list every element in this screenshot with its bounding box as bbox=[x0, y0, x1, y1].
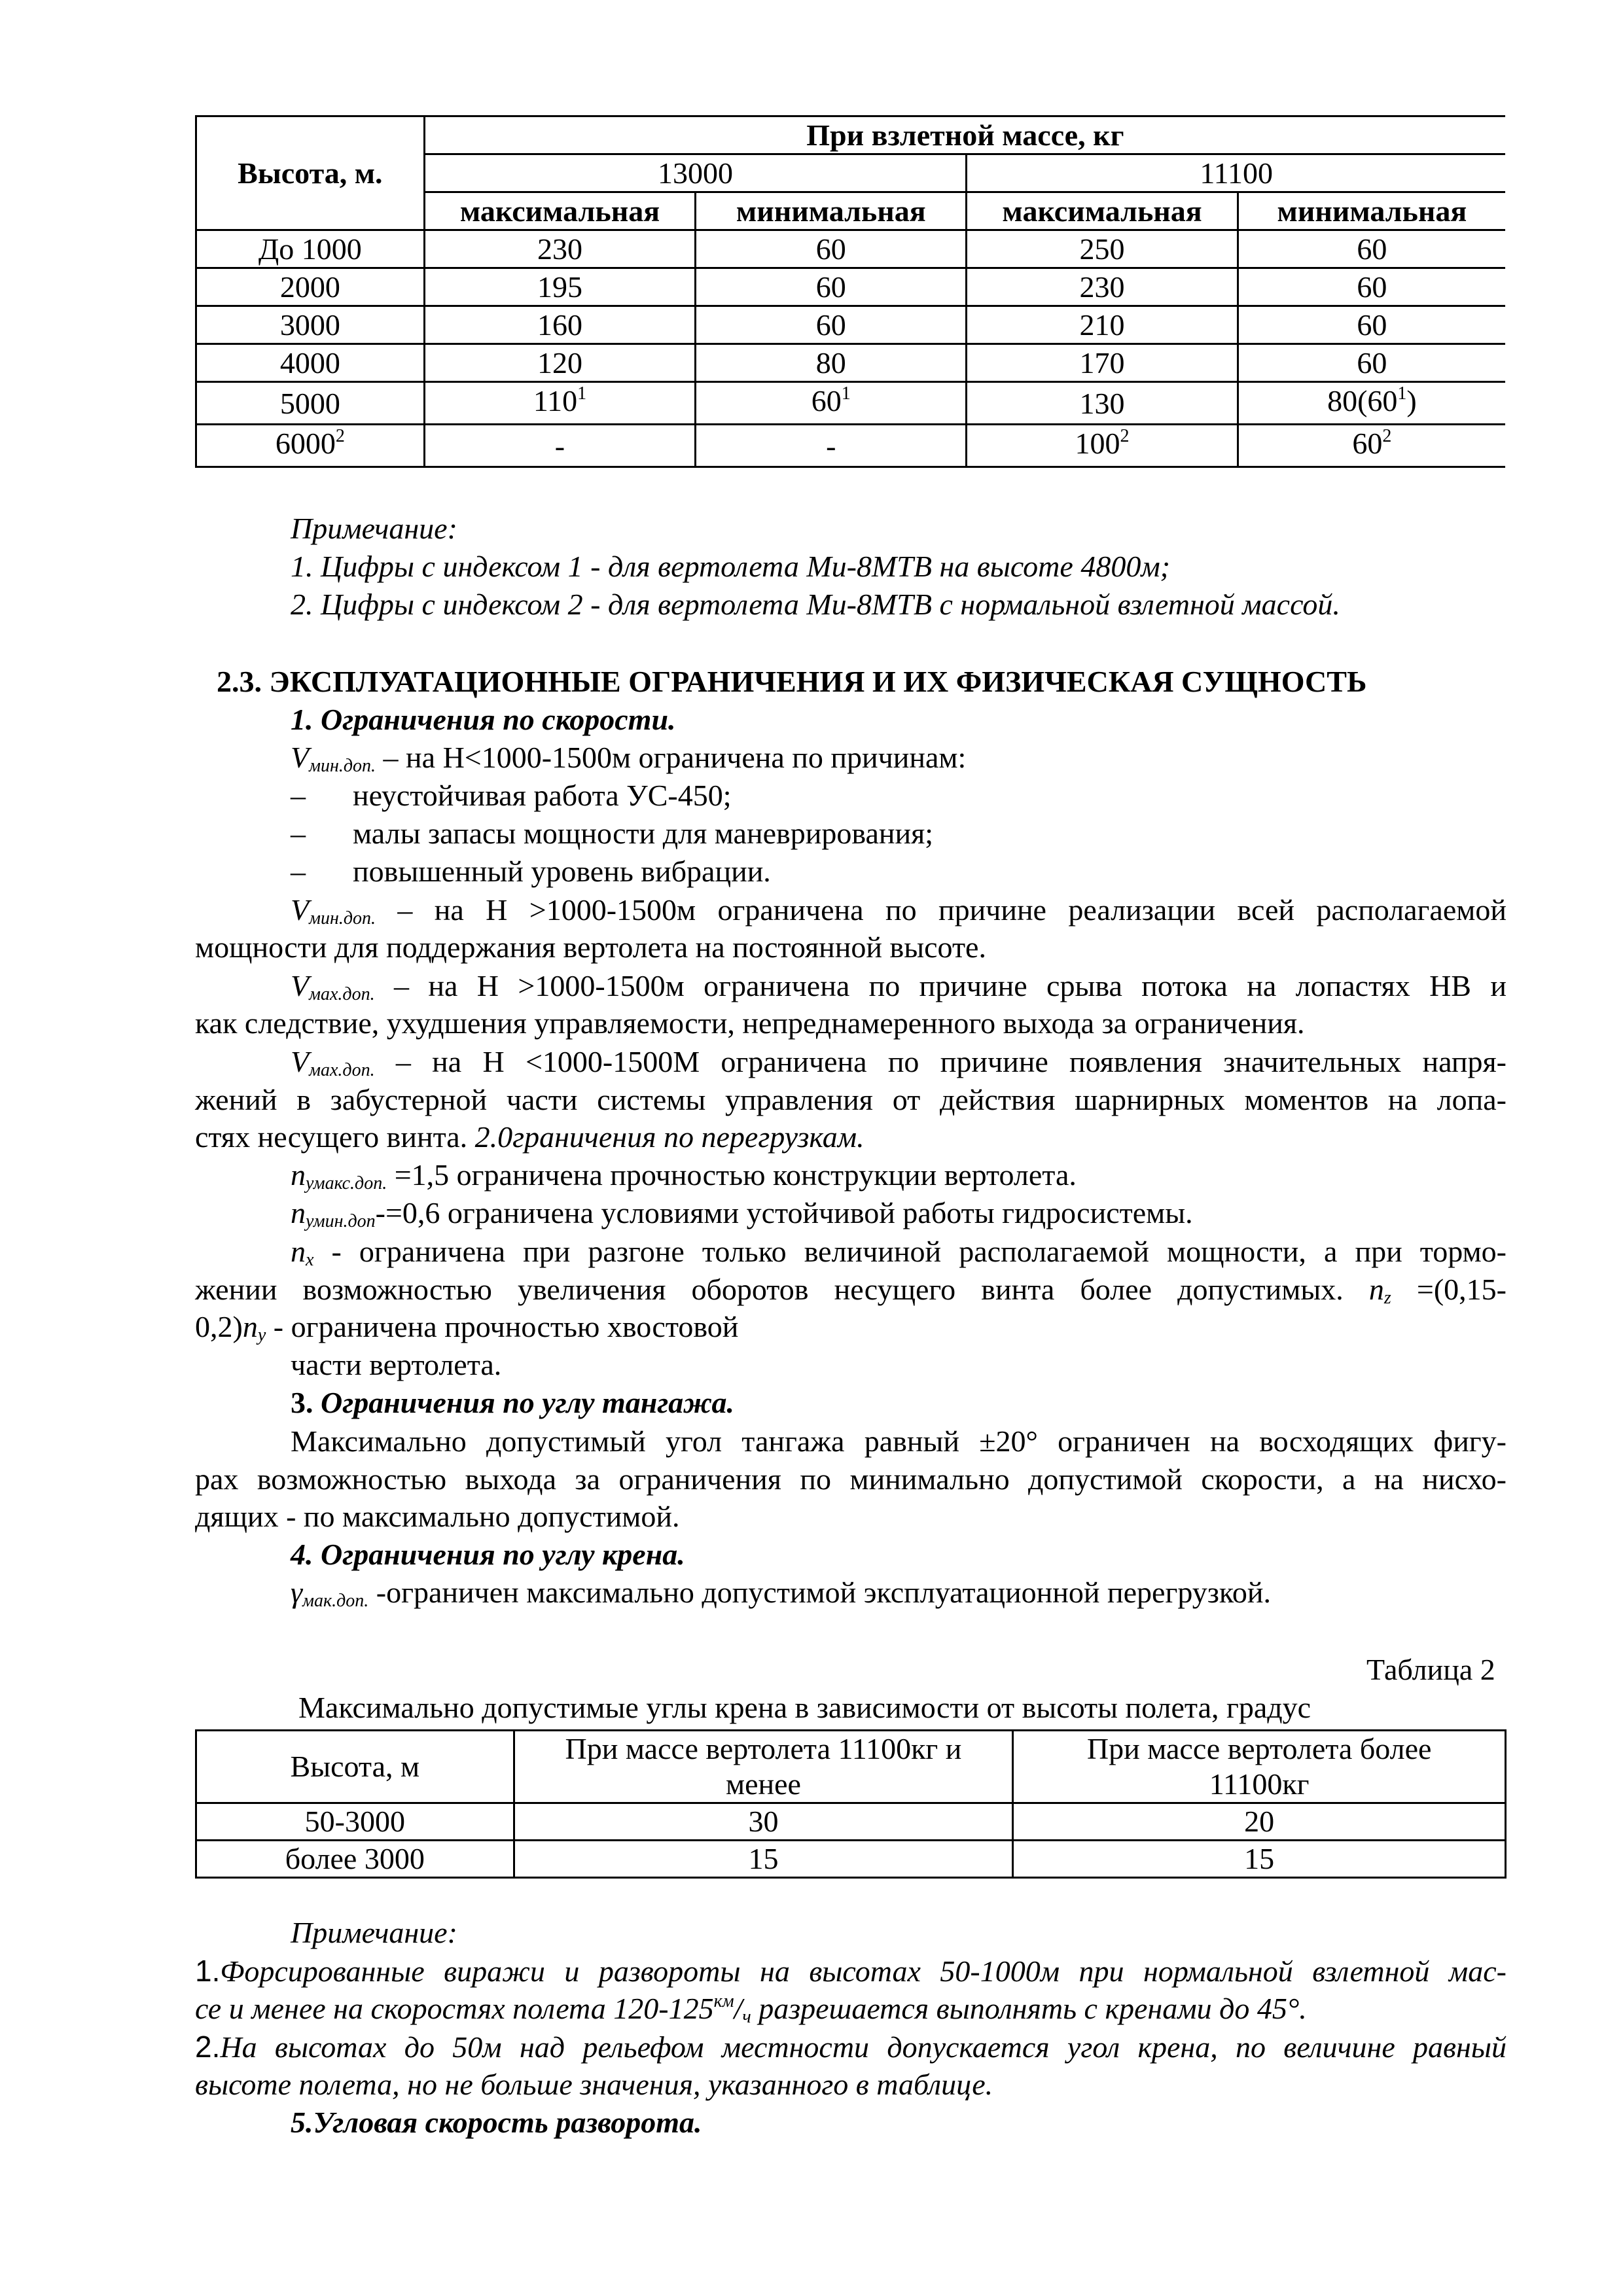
note-line: се и менее на скоростях полета $120-125^{км}/ч$ разрешается выполнять с кренами до 45°. bbox=[195, 1991, 1307, 2027]
note-line: 1.Форсированные виражи и развороты на высотах 50-1000м при нормальной взлетной мас- bbox=[195, 1954, 1507, 1988]
paragraph: стях несущего винта. 2.0граничения по перегрузкам. bbox=[195, 1120, 865, 1154]
col-header-11100: 11100 bbox=[967, 154, 1505, 192]
table-row bbox=[196, 382, 1506, 425]
col-header-mass-a: При массе вертолета 11100кг и менее bbox=[514, 1731, 1013, 1803]
cell-value: $60^2$ bbox=[1238, 425, 1505, 467]
heading-roll-limits: 4. Ограничения по углу крена. bbox=[291, 1538, 685, 1571]
paragraph: nx - ограничена при разгоне только величиной располагаемой мощности, а при тормо- bbox=[291, 1235, 1507, 1270]
note-title: Примечание: bbox=[291, 1916, 457, 1949]
note-line: высоте полета, но не больше значения, указанного в таблице. bbox=[195, 2068, 993, 2101]
list-item: – малы запасы мощности для маневрирования; bbox=[291, 817, 934, 850]
cell-value: 210 bbox=[967, 306, 1238, 344]
cell-value: 60 bbox=[1238, 230, 1505, 268]
cell-value: 195 bbox=[424, 268, 695, 306]
cell-value: $110^1$ bbox=[424, 382, 695, 425]
col-header-max: максимальная bbox=[424, 192, 695, 230]
heading-speed-limits: 1. Ограничения по скорости. bbox=[291, 703, 676, 736]
cell-value: 30 bbox=[514, 1803, 1013, 1841]
paragraph: дящих - по максимально допустимой. bbox=[195, 1500, 680, 1533]
cell-value: 60 bbox=[1238, 344, 1505, 382]
note-line: 1. Цифры с индексом 1 - для вертолета Ми-8МТВ на высоте 4800м; bbox=[291, 550, 1170, 583]
cell-value: 170 bbox=[967, 344, 1238, 382]
table-row bbox=[196, 425, 1506, 467]
cell-height: 4000 bbox=[196, 344, 425, 382]
col-header-mass-b: При массе вертолета более 11100кг bbox=[1013, 1731, 1506, 1803]
cell-value: 60 bbox=[1238, 268, 1505, 306]
col-header-13000: 13000 bbox=[424, 154, 967, 192]
note-line: 2.На высотах до 50м над рельефом местности допускается угол крена, по величине равный bbox=[195, 2030, 1507, 2064]
col-header-min: минимальная bbox=[1238, 192, 1505, 230]
cell-value: 60 bbox=[1238, 306, 1505, 344]
col-header-min: минимальная bbox=[696, 192, 967, 230]
paragraph: мощности для поддержания вертолета на постоянной высоте. bbox=[195, 930, 986, 964]
cell-value: 15 bbox=[514, 1841, 1013, 1878]
note-title: Примечание: bbox=[291, 512, 457, 545]
paragraph: nумакс.доп. =1,5 ограничена прочностью конструкции вертолета. bbox=[291, 1158, 1077, 1193]
table-row bbox=[196, 230, 1506, 268]
table-speed-limits bbox=[195, 115, 1505, 468]
heading-turn-rate: 5.Угловая скорость разворота. bbox=[291, 2106, 702, 2139]
paragraph: жении возможностью увеличения оборотов несущего винта более допустимых. nz =(0,15- bbox=[195, 1273, 1507, 1308]
note-line: 2. Цифры с индексом 2 - для вертолета Ми-8МТВ с нормальной взлетной массой. bbox=[291, 588, 1340, 621]
cell-height: 6000$^2$ bbox=[196, 425, 425, 467]
table-row bbox=[196, 1803, 1506, 1841]
paragraph: 0,2)ny - ограничена прочностью хвостовой bbox=[195, 1310, 739, 1345]
table-roll-limits bbox=[195, 1729, 1507, 1879]
table-label: Таблица 2 bbox=[1366, 1653, 1495, 1686]
paragraph: части вертолета. bbox=[291, 1348, 502, 1381]
list-item: – повышенный уровень вибрации. bbox=[291, 855, 771, 888]
cell-value: - bbox=[696, 425, 967, 467]
list-item: – неустойчивая работа УС-450; bbox=[291, 779, 732, 812]
paragraph: рах возможностью выхода за ограничения по минимально допустимой скорости, а на нисхо- bbox=[195, 1462, 1507, 1496]
cell-height: 50-3000 bbox=[196, 1803, 514, 1841]
paragraph: как следствие, ухудшения управляемости, непреднамеренного выхода за ограничения. bbox=[195, 1006, 1305, 1040]
cell-value: 130 bbox=[967, 382, 1238, 425]
cell-value: 230 bbox=[967, 268, 1238, 306]
cell-value: - bbox=[424, 425, 695, 467]
cell-value: 60 bbox=[696, 306, 967, 344]
paragraph: Vмах.доп. – на Н <1000-1500М ограничена по причине появления значительных напря- bbox=[291, 1045, 1507, 1080]
paragraph: Vмин.доп. – на Н<1000-1500м ограничена по причинам: bbox=[291, 741, 967, 776]
paragraph: жений в забустерной части системы управления от действия шарнирных моментов на лопа- bbox=[195, 1083, 1507, 1116]
table-row bbox=[196, 268, 1506, 306]
cell-value: $60^1$ bbox=[696, 382, 967, 425]
cell-value: 20 bbox=[1013, 1803, 1506, 1841]
heading-pitch-limits: 3. Ограничения по углу тангажа. bbox=[291, 1386, 734, 1419]
cell-height: 2000 bbox=[196, 268, 425, 306]
cell-height: До 1000 bbox=[196, 230, 425, 268]
cell-value: 120 bbox=[424, 344, 695, 382]
col-header-mass: При взлетной массе, кг bbox=[424, 116, 1505, 154]
cell-value: 60 bbox=[696, 268, 967, 306]
cell-value: 250 bbox=[967, 230, 1238, 268]
table-row bbox=[196, 344, 1506, 382]
paragraph: nумин.доп-=0,6 ограничена условиями устойчивой работы гидросистемы. bbox=[291, 1196, 1193, 1231]
cell-height: более 3000 bbox=[196, 1841, 514, 1878]
col-header-height: Высота, м bbox=[196, 1731, 514, 1803]
cell-value: 60 bbox=[696, 230, 967, 268]
table-caption: Максимально допустимые углы крена в зависимости от высоты полета, градус bbox=[298, 1691, 1311, 1724]
paragraph: γмак.доп. -ограничен максимально допустимой эксплуатационной перегрузкой. bbox=[291, 1576, 1272, 1611]
col-header-max: максимальная bbox=[967, 192, 1238, 230]
cell-value: 230 bbox=[424, 230, 695, 268]
cell-value: 15 bbox=[1013, 1841, 1506, 1878]
col-header-height: Высота, м. bbox=[196, 116, 425, 230]
paragraph: Vмин.доп. – на Н >1000-1500м ограничена по причине реализации всей располагаемой bbox=[291, 893, 1507, 928]
cell-value: $80(60^1)$ bbox=[1238, 382, 1505, 425]
section-title: 2.3. ЭКСПЛУАТАЦИОННЫЕ ОГРАНИЧЕНИЯ И ИХ ФИЗИЧЕСКАЯ СУЩНОСТЬ bbox=[217, 665, 1367, 698]
table-row bbox=[196, 306, 1506, 344]
cell-value: 80 bbox=[696, 344, 967, 382]
table-row bbox=[196, 1841, 1506, 1878]
cell-value: $100^2$ bbox=[967, 425, 1238, 467]
cell-value: 160 bbox=[424, 306, 695, 344]
paragraph: Vмах.доп. – на Н >1000-1500м ограничена по причине срыва потока на лопастях НВ и bbox=[291, 969, 1507, 1004]
paragraph: Максимально допустимый угол тангажа равный ±20° ограничен на восходящих фигу- bbox=[291, 1424, 1507, 1458]
cell-height: 5000 bbox=[196, 382, 425, 425]
cell-height: 3000 bbox=[196, 306, 425, 344]
